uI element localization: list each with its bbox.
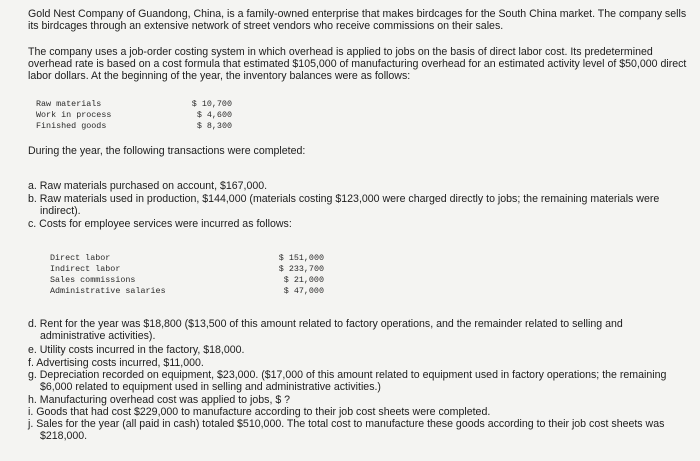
employee-cost-value: $ 151,000 (278, 253, 324, 263)
transaction-b: b. Raw materials used in production, $144,000 (materials costing $123,000 were charged directly to jobs; the remaining materials were indirect). (28, 193, 660, 218)
employee-cost-label: Indirect labor (50, 264, 121, 274)
transaction-c: c. Costs for employee services were incurred as follows: (28, 218, 292, 230)
inventory-label: Work in process (36, 110, 112, 120)
intro-paragraph-2: The company uses a job-order costing system in which overhead is applied to jobs on the basis of direct labor cost. Its predetermined overhead rate is based on a cost formula that estimated $105,000 of manufacturing overhead for an estimated activity level of $50,000 direct labor dollars. At the beginning of the year, the inventory balances were as follows: (28, 46, 687, 83)
transactions-intro: During the year, the following transactions were completed: (28, 145, 306, 157)
transaction-h: h. Manufacturing overhead cost was applied to jobs, $ ? (28, 394, 291, 406)
employee-cost-value: $ 233,700 (278, 264, 324, 274)
inventory-value: $ 4,600 (196, 110, 232, 120)
employee-cost-label: Administrative salaries (50, 286, 166, 296)
inventory-label: Finished goods (36, 121, 107, 131)
employee-cost-label: Sales commissions (50, 275, 136, 285)
inventory-value: $ 10,700 (191, 99, 232, 109)
employee-cost-value: $ 47,000 (283, 286, 324, 296)
intro-paragraph-1: Gold Nest Company of Guandong, China, is a family-owned enterprise that makes birdcages for the South China market. The company sells its birdcages through an extensive network of street vendors who receive commissions on their sales. (28, 8, 687, 33)
transaction-d: d. Rent for the year was $18,800 ($13,500 of this amount related to factory operations, and the remainder related to selling and administrative activities). (28, 318, 623, 343)
transaction-g: g. Depreciation recorded on equipment, $23,000. ($17,000 of this amount related to equipment used in factory operations; the remaining $6,000 related to equipment used in selling and administrative activities.) (28, 369, 667, 394)
inventory-label: Raw materials (36, 99, 102, 109)
transaction-i: i. Goods that had cost $229,000 to manufacture according to their job cost sheets were completed. (28, 406, 491, 418)
transaction-e: e. Utility costs incurred in the factory, $18,000. (28, 344, 245, 356)
inventory-value: $ 8,300 (196, 121, 232, 131)
transaction-j: j. Sales for the year (all paid in cash) totaled $510,000. The total cost to manufacture these goods according to their job cost sheets was $218,000. (28, 418, 665, 443)
transaction-a: a. Raw materials purchased on account, $167,000. (28, 180, 268, 192)
employee-cost-label: Direct labor (50, 253, 111, 263)
transaction-f: f. Advertising costs incurred, $11,000. (28, 357, 204, 369)
employee-cost-value: $ 21,000 (283, 275, 324, 285)
